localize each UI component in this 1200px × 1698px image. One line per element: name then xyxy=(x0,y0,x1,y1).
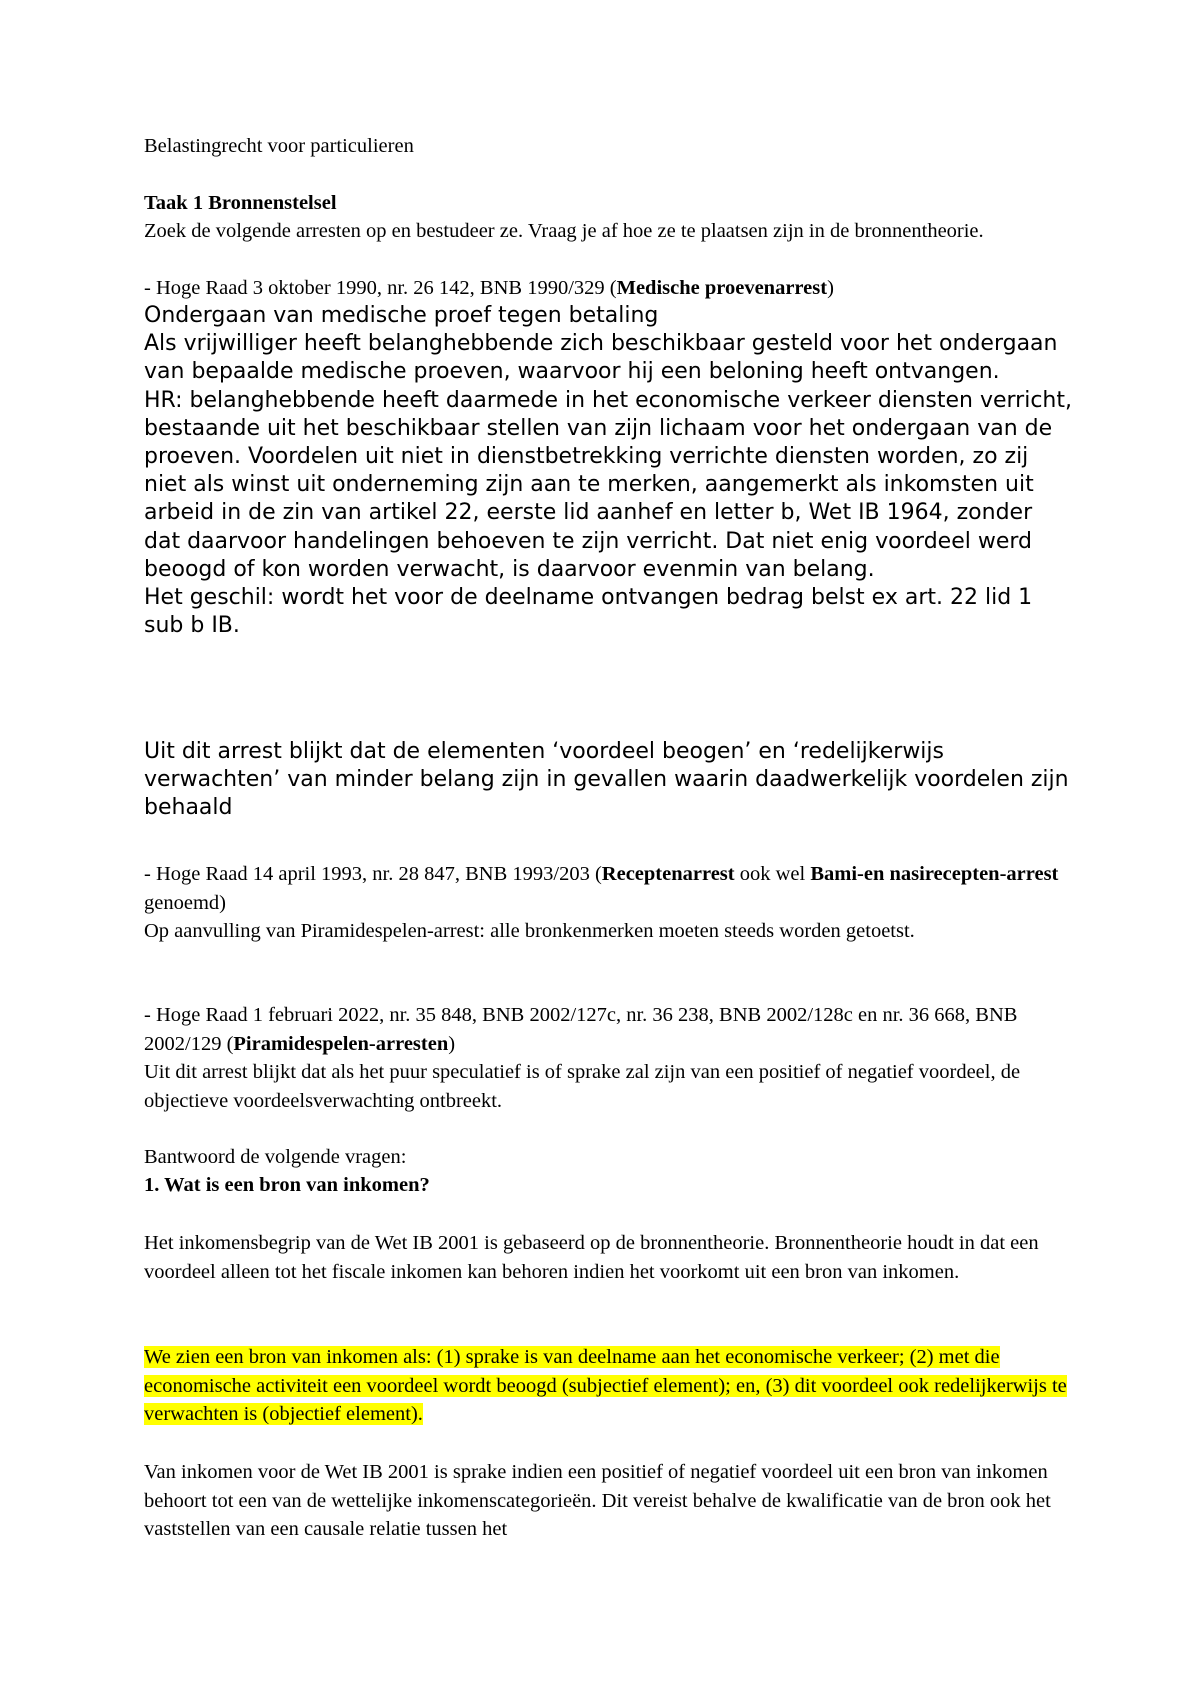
question-1-text: 1. Wat is een bron van inkomen? xyxy=(144,1174,430,1196)
arrest1-conclusion: Uit dit arrest blijkt dat de elementen ‘voordeel beogen’ en ‘redelijkerwijs verwachten’ van minder belang zijn in gevallen waarin daadwerkelijk voordelen zijn behaald xyxy=(144,739,1069,821)
task-intro: Zoek de volgende arresten op en bestudeer ze. Vraag je af hoe ze te plaatsen zijn in de bronnentheorie. xyxy=(144,220,984,242)
arrest2-reference xyxy=(144,860,1074,917)
task-heading-text: Taak 1 Bronnenstelsel xyxy=(144,192,337,214)
arrest1-summary-line: Het geschil: wordt het voor de deelname ontvangen bedrag belst ex art. 22 lid 1 sub b IB. xyxy=(144,585,1033,639)
arrest2-ref-suffix: genoemd) xyxy=(144,891,226,914)
answer-paragraph-1: Het inkomensbegrip van de Wet IB 2001 is gebaseerd op de bronnentheorie. Bronnentheorie houdt in dat een voordeel alleen tot het fiscale inkomen kan behoren indien het voorkomt uit een bron van inkomen. xyxy=(144,1232,1039,1283)
arrest2-ref-alias: Bami-en nasirecepten-arrest xyxy=(810,863,1059,885)
questions-intro: Bantwoord de volgende vragen: xyxy=(144,1146,407,1168)
arrest1-summary-line: HR: belanghebbende heeft daarmede in het economische verkeer diensten verricht, bestaande uit het beschikbaar stellen van zijn lichaam voor het ondergaan van de proeven. Voordelen uit niet in dienstbetrekking verrichte diensten worden, zo zij niet als winst uit onderneming zijn aan te merken, aangemerkt als inkomsten uit arbeid in de zin van artikel 22, eerste lid aanhef en letter b, Wet IB 1964, zonder dat daarvoor handelingen behoeven te zijn verricht. Dat niet enig voordeel werd beoogd of kon worden verwacht, is daarvoor evenmin van belang. xyxy=(144,387,1072,582)
arrest1-ref-prefix: - Hoge Raad 3 oktober 1990, nr. 26 142, BNB 1990/329 ( xyxy=(144,277,617,299)
arrest1-ref-suffix: ) xyxy=(827,277,834,299)
arrest1-reference xyxy=(144,274,1074,303)
highlighted-definition-text: We zien een bron van inkomen als: (1) sprake is van deelname aan het economische verkeer; (2) met die economische activiteit een voordeel wordt beoogd (subjectief element); en, (3) dit voordeel ook redelijkerwijs te verwachten is (objectief element). xyxy=(144,1346,1067,1425)
arrest2-ref-prefix: - Hoge Raad 14 april 1993, nr. 28 847, BNB 1993/203 ( xyxy=(144,863,602,885)
document-title: Belastingrecht voor particulieren xyxy=(144,135,414,157)
arrest3-ref-suffix: ) xyxy=(448,1032,456,1055)
arrest3-text: Uit dit arrest blijkt dat als het puur speculatief is of sprake zal zijn van een positief of negatief voordeel, de objectieve voordeelsverwachting ontbreekt. xyxy=(144,1061,1021,1112)
arrest3-ref-name: Piramidespelen-arresten xyxy=(233,1032,449,1055)
highlighted-definition xyxy=(144,1343,1074,1429)
arrest2-ref-mid: ook wel xyxy=(734,863,811,885)
arrest1-summary-line: Als vrijwilliger heeft belanghebbende zich beschikbaar gesteld voor het ondergaan van bepaalde medische proeven, waarvoor hij een beloning heeft ontvangen. xyxy=(144,331,1058,385)
arrest3-ref-prefix: - Hoge Raad 1 februari 2022, nr. 35 848, BNB 2002/127c, nr. 36 238, BNB 2002/128c en nr. 36 668, BNB 2002/129 ( xyxy=(144,1004,1018,1055)
arrest2-ref-name: Receptenarrest xyxy=(601,863,735,885)
answer-paragraph-2: Van inkomen voor de Wet IB 2001 is sprake indien een positief of negatief voordeel uit een bron van inkomen behoort tot een van de wettelijke inkomenscategorieën. Dit vereist behalve de kwalificatie van de bron ook het vaststellen van een causale relatie tussen het xyxy=(144,1461,1051,1540)
arrest2-text: Op aanvulling van Piramidespelen-arrest: alle bronkenmerken moeten steeds worden getoetst. xyxy=(144,920,915,942)
task-heading xyxy=(144,189,1074,218)
arrest3-reference xyxy=(144,1001,1074,1058)
arrest1-summary-line: Ondergaan van medische proef tegen betaling xyxy=(144,303,659,328)
question-1 xyxy=(144,1171,1074,1200)
arrest1-summary xyxy=(144,302,1074,640)
arrest1-ref-name: Medische proevenarrest xyxy=(616,277,828,299)
